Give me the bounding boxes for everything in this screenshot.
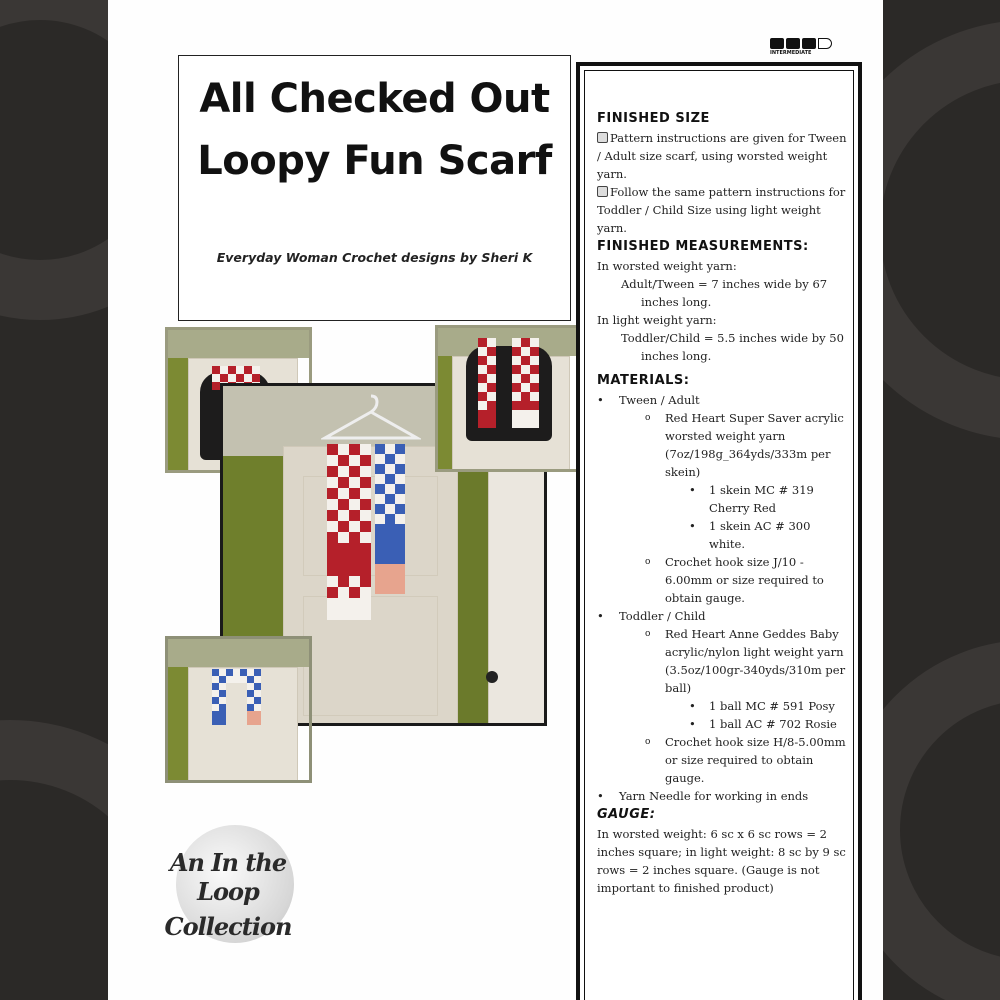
list-item: o Crochet hook size H/8-5.00mm or size required to obtain gauge. <box>645 735 846 785</box>
list-item: o Red Heart Super Saver acrylic worsted weight yarn (7oz/198g_364yds/333m per skein) <box>645 411 844 479</box>
finished-measurements-heading: FINISHED MEASUREMENTS: <box>597 239 809 254</box>
red-checkered-scarf <box>327 444 371 620</box>
list-item: • Yarn Needle for working in ends <box>597 789 809 803</box>
list-item: o Red Heart Anne Geddes Baby acrylic/nylon light weight yarn (3.5oz/100gr-340yds/310m per ball) <box>645 627 846 695</box>
skill-level-label: INTERMEDIATE <box>770 50 812 56</box>
list-item: • 1 skein AC # 300 white. <box>689 519 811 551</box>
designer-byline: Everyday Woman Crochet designs by Sheri K <box>216 250 533 265</box>
gauge-heading: GAUGE: <box>597 807 656 822</box>
door-knob <box>486 671 498 683</box>
list-item: • 1 ball AC # 702 Rosie <box>689 717 837 731</box>
light-intro: In light weight yarn: <box>597 313 717 327</box>
pattern-page <box>108 0 883 1000</box>
worsted-measurement: Adult/Tween = 7 inches wide by 67 inches long. <box>621 277 828 309</box>
logo-line-2: Collection <box>164 912 292 941</box>
light-measurement: Toddler/Child = 5.5 inches wide by 50 inches long. <box>621 331 844 363</box>
in-the-loop-collection-logo <box>138 820 318 960</box>
hanger-icon <box>321 394 421 449</box>
finished-size-para-2: Follow the same pattern instructions for Toddler / Child Size using light weight yarn. <box>597 185 846 235</box>
blue-checkered-scarf <box>375 444 405 594</box>
list-item: • 1 ball MC # 591 Posy <box>689 699 835 713</box>
gauge-text: In worsted weight: 6 sc x 6 sc rows = 2 inches square; in light weight: 8 sc by 9 sc rows = 2 inches square. (Gauge is not important to finished product) <box>597 827 846 895</box>
skill-level-bars-icon <box>770 38 844 60</box>
list-item: o Crochet hook size J/10 - 6.00mm or size required to obtain gauge. <box>645 555 824 605</box>
list-item: • 1 skein MC # 319 Cherry Red <box>689 483 814 515</box>
list-item: • Tween / Adult <box>597 393 700 407</box>
pattern-title-line-2: Loopy Fun Scarf <box>197 138 552 184</box>
finished-size-heading: FINISHED SIZE <box>597 111 710 126</box>
photo-blue-scarf-on-door <box>165 636 312 783</box>
pattern-title-line-1: All Checked Out <box>199 76 550 122</box>
photo-jacket-red-scarf-right <box>435 325 582 472</box>
materials-heading: MATERIALS: <box>597 373 690 388</box>
pattern-info-box <box>576 62 862 1000</box>
worsted-intro: In worsted weight yarn: <box>597 259 737 273</box>
info-icon <box>597 132 608 143</box>
title-box <box>178 55 571 321</box>
info-icon <box>597 186 608 197</box>
logo-line-1: An In the Loop <box>169 848 287 906</box>
finished-size-para-1: Pattern instructions are given for Tween / Adult size scarf, using worsted weight yarn. <box>597 131 847 181</box>
list-item: • Toddler / Child <box>597 609 706 623</box>
